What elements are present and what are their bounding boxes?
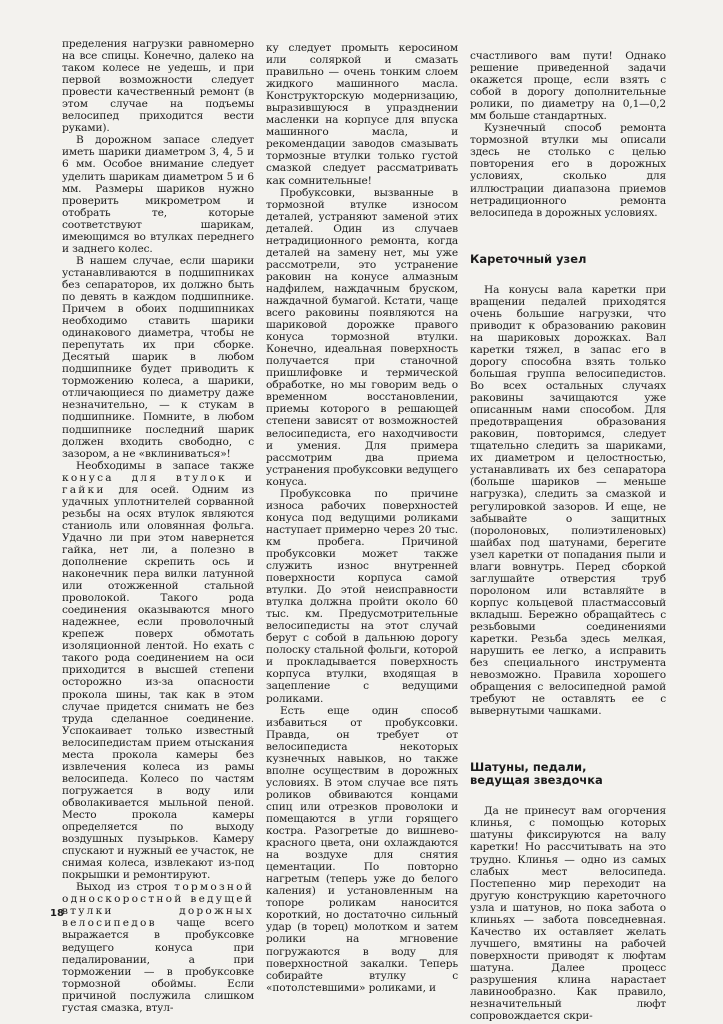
paragraph-text: чаще всего выражается в пробуксовке ведущего конуса при педалировании, а при торможении — в пробуксовке тормозной обоймы. Если причиной послужила слишком густая смазка, втул- [62, 917, 255, 1014]
emphasized-phrase: дорожных велосипедов [62, 905, 254, 930]
paragraph: Пробуксовки, вызванные в тормозной втулке износом деталей, устраняют заменой этих деталей. Один из случаев нетрадиционного ремонта, когда деталей на замену нет, мы уже рассмотрели, это устранение раковин на конусе алмазным надфилем, наждачным бруском, наждачной бумагой. Кстати, чаще всего раковины появляются на шариковой дорожке правого конуса тормозной втулки. Конечно, идеальная поверхность получается при станочной пришлифовке и термической обработке, но мы говорим ведь о временном восстановлении, приемы которого в решающей степени зависят от возможностей велосипедиста, его находчивости и умения. Для примера рассмотрим два приема устранения пробуксовки ведущего конуса. [266, 186, 458, 488]
text-column-1 [62, 38, 254, 1014]
text-column-2 [266, 42, 458, 994]
heading-line: Шатуны, педали, [470, 760, 587, 775]
page-number: 18 [50, 908, 64, 919]
paragraph: ку следует промыть керосином или соляркой и смазать правильно — очень тонким слоем жидкого машинного масла. Конструкторскую модернизацию, выразившуюся в упразднении масленки на корпусе для впуска машинного масла, и рекомендации заводов смазывать тормозные втулки только густой смазкой следует рассматривать как сомнительные! [266, 42, 458, 187]
paragraph-text: для осей. Одним из удачных уплотнителей сорванной резьбы на осях втулок являются станиоль или оловянная фольга. Удачно ли при этом навернется гайка, нет ли, а полезно в дополнение скрепить ось и наконечник пера вилки латунной или отожженной стальной проволокой. Такого рода соединения оказываются много надежнее, если проволочный крепеж поверх обмотать изоляционной лентой. Но ехать с такого рода соединением на оси приходится в высшей степени осторожно из-за опасности прокола шины, так как в этом случае придется снимать не без труда сделанное соединение. Успокаивает только известный велосипедистам прием отыскания места прокола камеры без извлечения колеса из рамы велосипеда. Колесо по частям погружается в воду или обволакивается мыльной пеной. Место прокола камеры определяется по выходу воздушных пузырьков. Камеру спускают и нужный ее участок, не снимая колеса, извлекают из-под покрышки и ремонтируют. [62, 483, 254, 882]
emphasized-phrase: тормозной односкоростной ведущей втулки [62, 881, 255, 918]
paragraph: пределения нагрузки равномерно на все спицы. Конечно, далеко на таком колесе не уедешь, и при первой возможности следует провести качественный ремонт (в этом случае на подъемы велосипед приходится вести руками). [62, 38, 254, 135]
paragraph: В нашем случае, если шарики устанавливаются в подшипниках без сепараторов, их должно быть по девять в каждом подшипнике. Причем в обоих подшипниках необходимо ставить шарики одинакового диаметра, чтобы не перепутать их при сборке. Десятый шарик в любом подшипнике будет приводить к торможению колеса, а шарики, отличающиеся по диаметру даже незначительно, — к стукам в подшипнике. Помните, в любом подшипнике последний шарик должен входить свободно, с зазором, а не «вклиниваться»! [62, 254, 254, 460]
section-heading-cranks-pedals [470, 761, 666, 787]
emphasized-phrase: конуса для втулок и гайки [62, 471, 254, 496]
paragraph-text: Выход из строя [76, 881, 168, 894]
heading-line: ведущая звездочка [470, 773, 603, 788]
section-heading-bottom-bracket: Кареточный узел [470, 251, 587, 266]
paragraph: Кузнечный способ ремонта тормозной втулки мы описали здесь не столько с целью повторения его в дорожных условиях, сколько для иллюстрации диапазона приемов нетрадиционного ремонта велосипеда в дорожных условиях. [470, 122, 666, 219]
paragraph: Да не принесут вам огорчения клинья, с помощью которых шатуны фиксируются на валу каретки! Но рассчитывать на это трудно. Клинья — одно из самых слабых мест велосипеда. Постепенно мир переходит на другую конструкцию кареточного узла и шатунов, но пока забота о клиньях — забота повседневная. Качество их оставляет желать лучшего, вмятины на рабочей поверхности приводят к люфтам шатуна. Далее процесс разрушения клина нарастает лавинообразно. Как правило, незначительный люфт сопровождается скри- [470, 805, 666, 1023]
paragraph-text: Необходимы в запасе также [76, 459, 254, 472]
paragraph: Есть еще один способ избавиться от пробуксовки. Правда, он требует от велосипедиста некоторых кузнечных навыков, но также вполне осуществим в дорожных условиях. В этом случае все пять роликов обвиваются концами спиц или отрезков проволоки и помещаются в угли горящего костра. Разогретые до вишнево-красного цвета, они охлаждаются на воздухе для снятия цементации. По повторно нагретым (теперь уже до белого каления) и установленным на топоре роликам наносится короткий, но достаточно сильный удар (в торец) молотком и затем ролики на мгновение погружаются в воду для поверхностной закалки. Теперь собирайте втулку с «потолстевшими» роликами, и [266, 704, 458, 994]
paragraph: В дорожном запасе следует иметь шарики диаметром 3, 4, 5 и 6 мм. Особое внимание следует уделить шарикам диаметром 5 и 6 мм. Размеры шариков нужно проверить микрометром и отобрать те, которые соответствуют шарикам, имеющимся во втулках переднего и заднего колес. [62, 134, 254, 255]
paragraph: счастливого вам пути! Однако решение приведенной задачи окажется проще, если взять с собой в дорогу дополнительные ролики, по диаметру на 0,1—0,2 мм больше стандартных. [470, 50, 666, 123]
paragraph-hub-failure [62, 881, 254, 1014]
paragraph: Пробуксовка по причине износа рабочих поверхностей конуса под ведущими роликами наступает примерно через 20 тыс. км пробега. Причиной пробуксовки может также служить износ внутренней поверхности корпуса самой втулки. До этой неисправности втулка должна пройти около 60 тыс. км. Предусмотрительные велосипедисты на этот случай берут с собой в дальнюю дорогу полоску стальной фольги, которой и прокладывается поверхность корпуса втулки, входящая в зацепление с ведущими роликами. [266, 487, 458, 705]
paragraph-spare-parts [62, 460, 254, 882]
text-column-3 [470, 50, 666, 1022]
paragraph: На конусы вала каретки при вращении педалей приходятся очень большие нагрузки, что приводит к образованию раковин на шариковых дорожках. Вал каретки тяжел, в запас его в дорогу способна взять только большая группа велосипедистов. Во всех остальных случаях раковины зачищаются уже описанным нами способом. Для предотвращения образования раковин, повторимся, следует тщательно следить за шариками, их диаметром и целостностью, устанавливать их без сепаратора (больше шариков — меньше нагрузка), следить за смазкой и регулировкой зазоров. И еще, не забывайте о защитных (поролоновых, полиэтиленовых) шайбах под шатунами, берегите узел каретки от попадания пыли и влаги вовнутрь. Перед сборкой заглушайте отверстия труб поролоном или вставляйте в корпус кольцевой пластмассовый вкладыш. Бережно обращайтесь с резьбовыми соединениями каретки. Резьба здесь мелкая, нарушить ее легко, а исправить без специального инструмента невозможно. Правила хорошего обращения с велосипедной рамой требуют не оставлять ее с вывернутыми чашками. [470, 283, 666, 718]
